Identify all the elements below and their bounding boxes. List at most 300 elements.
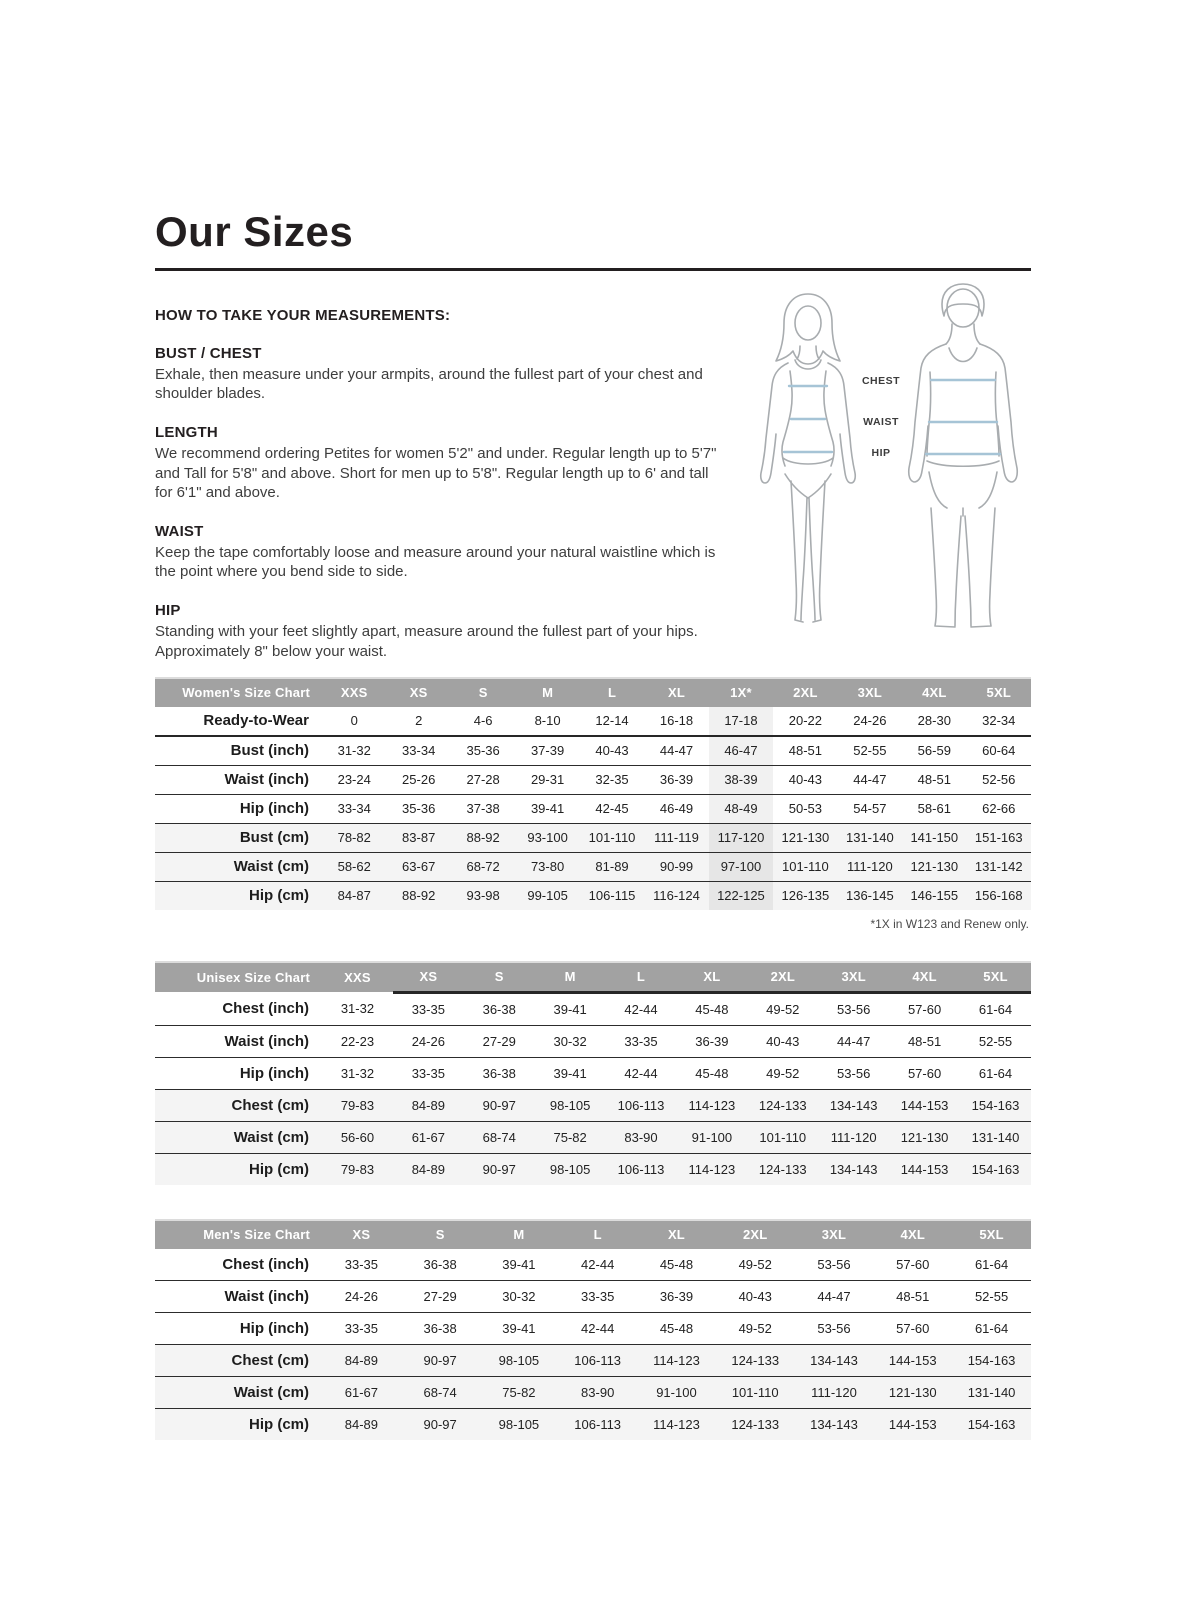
size-cell: 154-163: [971, 1161, 1020, 1177]
column-header: 4XL: [902, 678, 966, 707]
size-cell: 57-60: [896, 1256, 930, 1272]
size-cell: 106-113: [617, 1097, 665, 1113]
size-guide-page: [155, 210, 1031, 1440]
table-row: [155, 1089, 1031, 1121]
size-cell: 131-140: [845, 830, 894, 846]
size-cell: 48-51: [896, 1288, 930, 1304]
row-label: Hip (inch): [239, 800, 309, 818]
size-cell: 53-56: [817, 1320, 851, 1336]
woman-face-outline: [795, 306, 821, 340]
size-cell: 57-60: [907, 1001, 942, 1017]
size-cell: 154-163: [967, 1352, 1016, 1368]
table-row: [155, 1376, 1031, 1408]
size-cell: 121-130: [900, 1129, 949, 1145]
size-cell: 36-38: [423, 1256, 457, 1272]
size-cell: 73-80: [530, 859, 565, 875]
size-cell: 27-29: [482, 1033, 516, 1049]
mens-size-chart-table: [155, 1219, 1031, 1440]
section-body: Standing with your feet slightly apart, measure around the fullest part of your hips. Approximately 8" below your waist.: [155, 623, 698, 660]
size-cell: 136-145: [845, 888, 894, 904]
size-cell: 57-60: [907, 1065, 942, 1081]
size-cell: 83-87: [402, 830, 436, 846]
size-cell: 53-56: [837, 1065, 871, 1081]
size-cell: 36-38: [482, 1001, 516, 1017]
size-cell: 56-59: [917, 743, 951, 759]
size-cell: 90-97: [423, 1416, 457, 1432]
size-cell: 40-43: [595, 743, 629, 759]
column-header: XL: [637, 1220, 716, 1249]
size-cell: 79-83: [340, 1161, 375, 1177]
column-header: L: [606, 962, 677, 993]
size-cell: 39-41: [530, 801, 565, 817]
size-cell: 60-64: [982, 743, 1016, 759]
size-cell: 101-110: [759, 1129, 807, 1145]
size-cell: 30-32: [553, 1033, 587, 1049]
size-cell: 25-26: [402, 772, 436, 788]
size-cell: 52-56: [982, 772, 1016, 788]
table-name: Women's Size Chart: [155, 678, 322, 707]
womens-chart-footnote: *1X in W123 and Renew only.: [870, 916, 1029, 931]
size-cell: 12-14: [595, 713, 629, 729]
size-cell: 8-10: [534, 713, 561, 729]
instructions-heading: HOW TO TAKE YOUR MEASUREMENTS:: [155, 307, 451, 325]
woman-top-hem: [783, 458, 833, 464]
row-label: Chest (cm): [231, 1096, 309, 1114]
column-header: 4XL: [889, 962, 960, 993]
section-length: [155, 424, 730, 502]
size-cell: 33-34: [337, 801, 371, 817]
size-cell: 27-29: [423, 1288, 457, 1304]
size-cell: 44-47: [853, 772, 887, 788]
size-cell: 106-113: [574, 1416, 622, 1432]
size-cell: 117-120: [709, 823, 773, 852]
size-cell: 124-133: [731, 1352, 780, 1368]
section-title: WAIST: [155, 523, 204, 541]
size-cell: 46-49: [659, 801, 694, 817]
size-cell: 90-97: [482, 1161, 516, 1177]
size-cell: 36-38: [423, 1320, 457, 1336]
size-cell: 98-105: [549, 1161, 591, 1177]
size-cell: 131-142: [974, 859, 1023, 875]
size-cell: 49-52: [738, 1256, 772, 1272]
size-cell: 144-153: [888, 1352, 937, 1368]
size-cell: 37-38: [466, 801, 500, 817]
section-bust-chest: [155, 345, 730, 403]
row-label: Chest (inch): [222, 1000, 309, 1018]
size-cell: 156-168: [974, 888, 1023, 904]
size-cell: 124-133: [758, 1097, 807, 1113]
row-label: Hip (cm): [249, 1160, 309, 1178]
size-cell: 101-110: [782, 859, 829, 875]
size-cell: 57-60: [896, 1320, 930, 1336]
size-cell: 111-120: [830, 1129, 877, 1145]
row-label: Chest (inch): [222, 1255, 309, 1273]
row-label: Ready-to-Wear: [203, 712, 309, 730]
waist-label: WAIST: [863, 416, 899, 428]
size-cell: 114-123: [688, 1097, 736, 1113]
size-cell: 90-97: [423, 1352, 457, 1368]
size-cell: 33-35: [624, 1033, 658, 1049]
size-cell: 48-49: [709, 794, 773, 823]
size-cell: 151-163: [974, 830, 1023, 846]
size-cell: 91-100: [691, 1129, 733, 1145]
size-cell: 68-74: [423, 1384, 457, 1400]
row-label: Waist (cm): [233, 1128, 309, 1146]
size-cell: 154-163: [971, 1097, 1020, 1113]
size-cell: 48-51: [907, 1033, 942, 1049]
section-body: Exhale, then measure under your armpits, around the fullest part of your chest and shoulder blades.: [155, 366, 703, 403]
size-cell: 49-52: [766, 1001, 800, 1017]
column-header: 3XL: [838, 678, 902, 707]
size-cell: 48-51: [917, 772, 951, 788]
man-shorts-waist: [927, 461, 999, 466]
size-cell: 78-82: [337, 830, 371, 846]
size-cell: 121-130: [888, 1384, 937, 1400]
size-cell: 84-89: [344, 1352, 378, 1368]
table-name: Unisex Size Chart: [155, 962, 322, 993]
table-row: [155, 1344, 1031, 1376]
size-cell: 39-41: [502, 1320, 536, 1336]
size-cell: 28-30: [917, 713, 951, 729]
size-cell: 17-18: [709, 707, 773, 736]
measurement-figures: [733, 276, 1033, 630]
table-row: [155, 1249, 1031, 1281]
size-cell: 68-74: [482, 1129, 516, 1145]
size-cell: 134-143: [810, 1416, 858, 1432]
table-row: [155, 992, 1031, 1025]
table-row: [155, 1280, 1031, 1312]
column-header: S: [451, 678, 515, 707]
chest-label: CHEST: [861, 375, 901, 387]
man-face-outline: [947, 289, 979, 327]
size-cell: 62-66: [982, 801, 1016, 817]
row-label: Hip (cm): [249, 1415, 309, 1433]
size-cell: 88-92: [402, 888, 436, 904]
size-cell: 90-97: [482, 1097, 516, 1113]
size-cell: 131-140: [967, 1384, 1016, 1400]
size-cell: 61-67: [411, 1129, 445, 1145]
size-cell: 68-72: [466, 859, 500, 875]
man-neckline: [949, 348, 977, 362]
size-cell: 75-82: [502, 1384, 536, 1400]
size-cell: 63-67: [402, 859, 436, 875]
size-cell: 42-45: [595, 801, 629, 817]
size-cell: 52-55: [974, 1288, 1009, 1304]
size-cell: 33-35: [344, 1320, 378, 1336]
size-cell: 101-110: [731, 1384, 779, 1400]
column-header: XL: [644, 678, 708, 707]
size-cell: 39-41: [553, 1065, 587, 1081]
size-cell: 90-99: [659, 859, 694, 875]
size-cell: 61-64: [974, 1256, 1009, 1272]
row-label: Chest (cm): [231, 1351, 309, 1369]
column-header: 2XL: [716, 1220, 795, 1249]
section-title: HIP: [155, 602, 181, 620]
body-outline-illustration: [733, 276, 1033, 630]
size-cell: 22-23: [340, 1033, 375, 1049]
size-cell: 52-55: [978, 1033, 1013, 1049]
size-cell: 56-60: [340, 1129, 375, 1145]
womens-size-chart-table: [155, 677, 1031, 910]
table-row: [155, 852, 1031, 881]
woman-right-leg: [809, 481, 825, 622]
table-row: [155, 1057, 1031, 1089]
size-cell: 134-143: [829, 1161, 878, 1177]
size-cell: 154-163: [967, 1416, 1016, 1432]
size-cell: 27-28: [466, 772, 500, 788]
size-cell: 84-89: [344, 1416, 378, 1432]
size-cell: 134-143: [810, 1352, 858, 1368]
size-cell: 83-90: [624, 1129, 658, 1145]
size-cell: 98-105: [498, 1416, 540, 1432]
column-header: 3XL: [795, 1220, 874, 1249]
size-cell: 122-125: [709, 881, 773, 910]
size-cell: 54-57: [853, 801, 887, 817]
row-label: Waist (cm): [233, 1383, 309, 1401]
size-cell: 91-100: [656, 1384, 697, 1400]
size-cell: 114-123: [653, 1416, 700, 1432]
row-label: Bust (inch): [230, 742, 309, 760]
size-cell: 146-155: [910, 888, 959, 904]
size-cell: 33-35: [581, 1288, 615, 1304]
size-cell: 48-51: [788, 743, 823, 759]
column-header: XXS: [322, 962, 393, 993]
size-cell: 88-92: [466, 830, 500, 846]
size-cell: 38-39: [709, 765, 773, 794]
size-cell: 106-113: [617, 1161, 665, 1177]
row-label: Waist (inch): [224, 771, 309, 789]
section-title: BUST / CHEST: [155, 345, 262, 363]
row-label: Waist (inch): [224, 1287, 309, 1305]
section-hip: [155, 602, 730, 660]
size-cell: 35-36: [402, 801, 436, 817]
column-header: 4XL: [873, 1220, 952, 1249]
size-cell: 4-6: [473, 713, 493, 729]
size-cell: 45-48: [695, 1065, 729, 1081]
table-row: [155, 794, 1031, 823]
size-cell: 121-130: [781, 830, 830, 846]
row-label: Hip (cm): [249, 887, 309, 905]
size-cell: 84-89: [411, 1097, 445, 1113]
column-header: 5XL: [952, 1220, 1031, 1249]
size-cell: 141-150: [910, 830, 959, 846]
row-label: Hip (inch): [239, 1064, 309, 1082]
size-cell: 42-44: [581, 1256, 615, 1272]
man-left-leg: [931, 508, 961, 627]
size-charts: [155, 677, 1031, 1440]
size-cell: 44-47: [837, 1033, 871, 1049]
size-cell: 106-115: [588, 888, 636, 904]
size-cell: 111-120: [846, 859, 893, 875]
measurement-instructions: [155, 307, 730, 661]
size-cell: 33-35: [411, 1065, 445, 1081]
size-cell: 124-133: [758, 1161, 807, 1177]
size-cell: 126-135: [781, 888, 830, 904]
man-shorts: [929, 472, 997, 516]
size-cell: 30-32: [502, 1288, 536, 1304]
size-cell: 111-119: [654, 830, 699, 846]
column-header: 5XL: [967, 678, 1031, 707]
size-cell: 52-55: [853, 743, 887, 759]
size-cell: 31-32: [340, 1065, 375, 1081]
row-label: Bust (cm): [239, 829, 309, 847]
size-cell: 61-64: [978, 1065, 1013, 1081]
size-cell: 24-26: [344, 1288, 378, 1304]
size-cell: 114-123: [688, 1161, 736, 1177]
unisex-size-chart-table: [155, 961, 1031, 1185]
title-divider: [155, 268, 1031, 271]
table-row: [155, 823, 1031, 852]
size-cell: 42-44: [624, 1065, 658, 1081]
section-waist: [155, 523, 730, 581]
column-header: L: [580, 678, 644, 707]
table-row: [155, 1408, 1031, 1440]
size-cell: 124-133: [731, 1416, 780, 1432]
size-cell: 98-105: [549, 1097, 591, 1113]
size-cell: 106-113: [574, 1352, 622, 1368]
size-cell: 0: [350, 713, 358, 729]
size-cell: 114-123: [653, 1352, 700, 1368]
size-cell: 40-43: [766, 1033, 800, 1049]
column-header: XXS: [322, 678, 386, 707]
row-label: Waist (cm): [233, 858, 309, 876]
column-header: 2XL: [773, 678, 837, 707]
table-row: [155, 1121, 1031, 1153]
size-cell: 31-32: [337, 743, 371, 759]
size-cell: 93-98: [466, 888, 500, 904]
man-right-leg: [965, 508, 995, 627]
page-title: Our Sizes: [155, 208, 354, 255]
column-header: 1X*: [709, 678, 773, 707]
woman-hair-outline: [776, 294, 840, 364]
column-header: XL: [676, 962, 747, 993]
size-cell: 45-48: [659, 1256, 694, 1272]
size-cell: 81-89: [595, 859, 629, 875]
size-cell: 61-67: [344, 1384, 378, 1400]
column-header: 2XL: [747, 962, 818, 993]
size-cell: 144-153: [900, 1161, 949, 1177]
column-header: XS: [322, 1220, 401, 1249]
size-cell: 144-153: [888, 1416, 937, 1432]
woman-left-leg: [791, 481, 807, 622]
size-cell: 97-100: [709, 852, 773, 881]
size-cell: 24-26: [411, 1033, 445, 1049]
size-cell: 53-56: [837, 1001, 871, 1017]
size-cell: 45-48: [695, 1001, 729, 1017]
size-cell: 134-143: [829, 1097, 878, 1113]
size-cell: 101-110: [588, 830, 636, 846]
column-header: M: [515, 678, 579, 707]
table-name: Men's Size Chart: [155, 1220, 322, 1249]
size-cell: 33-34: [402, 743, 436, 759]
table-row: [155, 707, 1031, 736]
size-cell: 35-36: [466, 743, 500, 759]
size-cell: 116-124: [653, 888, 700, 904]
size-cell: 84-87: [337, 888, 371, 904]
size-cell: 39-41: [502, 1256, 536, 1272]
column-header: XS: [393, 962, 464, 993]
table-row: [155, 1312, 1031, 1344]
size-cell: 33-35: [411, 1001, 445, 1017]
column-header: XS: [386, 678, 450, 707]
size-cell: 36-39: [695, 1033, 729, 1049]
size-cell: 61-64: [978, 1001, 1013, 1017]
size-cell: 93-100: [527, 830, 568, 846]
table-row: [155, 1025, 1031, 1057]
size-cell: 98-105: [498, 1352, 540, 1368]
column-header: 5XL: [960, 962, 1031, 993]
size-cell: 20-22: [788, 713, 823, 729]
size-cell: 45-48: [659, 1320, 694, 1336]
size-cell: 23-24: [337, 772, 371, 788]
column-header: S: [464, 962, 535, 993]
size-cell: 33-35: [344, 1256, 378, 1272]
table-row: [155, 1153, 1031, 1185]
column-header: S: [401, 1220, 480, 1249]
size-cell: 32-35: [595, 772, 629, 788]
size-cell: 40-43: [738, 1288, 772, 1304]
size-cell: 37-39: [530, 743, 565, 759]
size-cell: 32-34: [982, 713, 1016, 729]
size-cell: 31-32: [340, 1001, 375, 1017]
size-cell: 36-38: [482, 1065, 516, 1081]
size-cell: 53-56: [817, 1256, 851, 1272]
man-torso-left: [927, 372, 931, 456]
size-cell: 79-83: [340, 1097, 375, 1113]
size-cell: 49-52: [738, 1320, 772, 1336]
section-body: We recommend ordering Petites for women 5'2" and under. Regular length up to 5'7" and Tall for 5'8" and above. Short for men up to 5'8". Regular length up to 6' and tall for 6'1" and above.: [155, 445, 717, 501]
table-row: [155, 765, 1031, 794]
size-cell: 2: [415, 713, 423, 729]
size-cell: 61-64: [974, 1320, 1009, 1336]
size-cell: 111-120: [811, 1384, 857, 1400]
size-cell: 75-82: [553, 1129, 587, 1145]
size-cell: 49-52: [766, 1065, 800, 1081]
size-cell: 44-47: [817, 1288, 851, 1304]
size-cell: 144-153: [900, 1097, 949, 1113]
size-cell: 16-18: [659, 713, 694, 729]
table-row: [155, 881, 1031, 910]
size-cell: 44-47: [659, 743, 694, 759]
column-header: L: [558, 1220, 637, 1249]
table-row: [155, 736, 1031, 766]
woman-neck: [797, 346, 819, 359]
size-cell: 36-39: [659, 1288, 694, 1304]
row-label: Waist (inch): [224, 1032, 309, 1050]
size-cell: 83-90: [581, 1384, 615, 1400]
column-header: 3XL: [818, 962, 889, 993]
size-cell: 50-53: [788, 801, 823, 817]
hip-label: HIP: [871, 447, 891, 459]
size-cell: 99-105: [527, 888, 568, 904]
size-cell: 46-47: [709, 736, 773, 766]
column-header: M: [480, 1220, 559, 1249]
row-label: Hip (inch): [239, 1319, 309, 1337]
size-cell: 58-62: [337, 859, 371, 875]
size-cell: 29-31: [530, 772, 565, 788]
man-torso-right: [995, 372, 999, 456]
column-header: M: [535, 962, 606, 993]
size-cell: 42-44: [581, 1320, 615, 1336]
size-cell: 131-140: [971, 1129, 1020, 1145]
size-cell: 84-89: [411, 1161, 445, 1177]
size-cell: 39-41: [553, 1001, 587, 1017]
section-title: LENGTH: [155, 424, 218, 442]
size-cell: 24-26: [853, 713, 887, 729]
size-cell: 121-130: [910, 859, 959, 875]
size-cell: 42-44: [624, 1001, 658, 1017]
size-cell: 36-39: [659, 772, 694, 788]
